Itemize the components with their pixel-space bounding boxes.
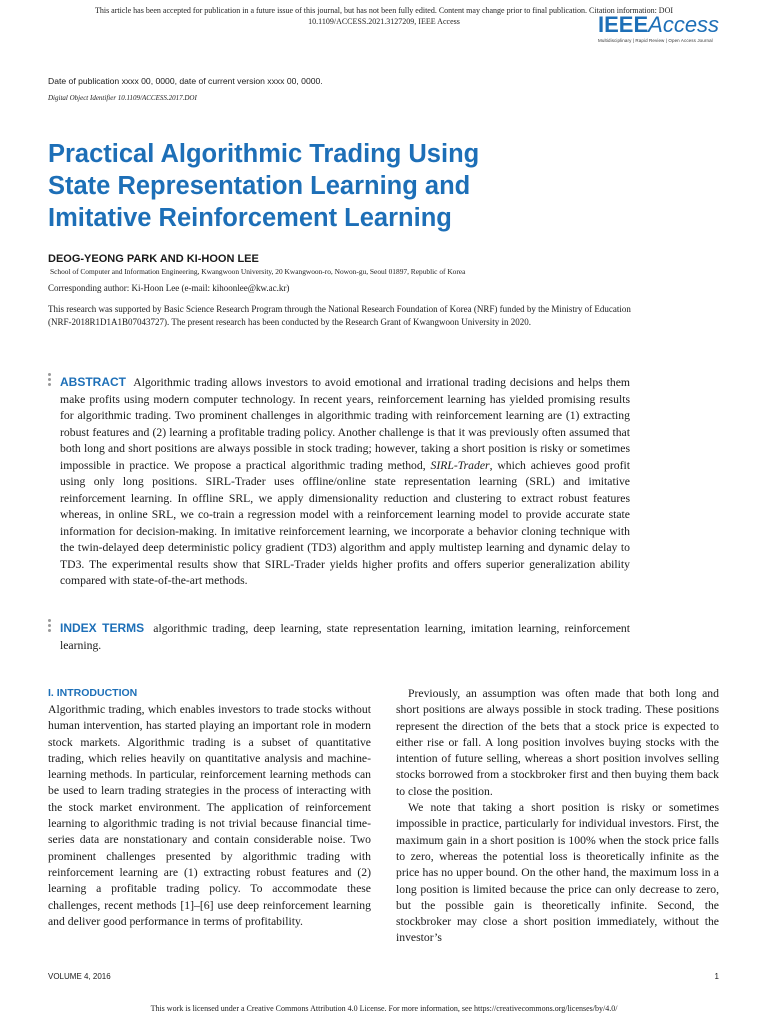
ieee-access-logo: [598, 13, 738, 51]
license-notice: This work is licensed under a Creative Commons Attribution 4.0 License. For more information, see https://creativecommons.org/licenses/by/4.0/: [150, 1004, 618, 1013]
funding-statement: This research was supported by Basic Science Research Program through the National Research Foundation of Korea (NRF) funded by the Ministry of Education (NRF-2018R1D1A1B07043727). The present research has been conducted by the Research Grant of Kwangwoon University in 2020.: [48, 304, 631, 327]
logo-wordmark: [598, 13, 738, 37]
page-number: 1: [714, 972, 719, 981]
notice-line-2: 10.1109/ACCESS.2021.3127209, IEEE Access: [308, 17, 460, 26]
logo-tagline: Multidisciplinary | Rapid Review | Open Access Journal: [598, 38, 713, 43]
section-heading: I. INTRODUCTION: [48, 687, 138, 699]
intro-paragraph: We note that taking a short position is risky or sometimes impossible in practice, particularly for individual investors. First, the maximum gain in a short position is 100% when the stock price falls to zero, whereas the potential loss is theoretically infinite as the price has no upper bound. On the other hand, the maximum loss in a long position is limited because the price can only decrease to zero, but the possible gain is theoretically infinite. Second, the stockbroker may close a short position immediately, without the investor’s: [396, 801, 719, 945]
intro-paragraph: Algorithmic trading, which enables investors to trade stocks without human intervention, has started playing an important role in modern stock markets. Algorithmic trading is a subset of quantitative trading, which relies heavily on quantitative analysis and machine-learning methods. In particular, reinforcement learning methods can be used to learn trading strategies in the process of interacting with the stock market environment. The application of reinforcement learning to algorithmic trading is not trivial because financial time-series data are nonstationary and contain considerable noise. Two prominent challenges presented by algorithmic trading with reinforcement learning are (1) extracting robust features and (2) learning a profitable trading policy. To accommodate these challenges, recent methods [1]–[6] use deep reinforcement learning and deliver good performance in terms of profitability.: [48, 703, 371, 928]
author-list: DEOG-YEONG PARK AND KI-HOON LEE: [48, 253, 259, 265]
index-terms-block: [60, 620, 630, 654]
abstract-block: [60, 374, 630, 590]
left-column: [48, 702, 371, 930]
title-line: Imitative Reinforcement Learning: [48, 204, 452, 232]
doi-line: Digital Object Identifier 10.1109/ACCESS.2017.DOI: [48, 94, 197, 102]
logo-italic-text: Access: [648, 12, 720, 37]
affiliation: School of Computer and Information Engineering, Kwangwoon University, 20 Kwangwoon-ro, Nowon-gu, Seoul 01897, Republic of Korea: [50, 267, 466, 276]
abstract-text-part: Algorithmic trading allows investors to avoid emotional and irrational trading decisions and helps them make profits using modern computer technology. In recent years, reinforcement learning has yielded promising results for algorithmic trading. Two prominent challenges in algorithmic trading with reinforcement learning are (1) extracting robust features and (2) learning a profitable trading policy. Another challenge is that it was previously often assumed that both long and short positions are always possible in stock trading; however, taking a short position is risky or sometimes impossible in practice. We propose a practical algorithmic trading method,: [60, 376, 630, 472]
index-terms-label: INDEX TERMS: [60, 621, 145, 635]
corresponding-author: Corresponding author: Ki-Hoon Lee (e-mail: kihoonlee@kw.ac.kr): [48, 283, 290, 293]
abstract-label: ABSTRACT: [60, 375, 126, 389]
method-name: SIRL-Trader: [430, 458, 490, 472]
abstract-marker-icon: [48, 373, 51, 388]
intro-paragraph: Previously, an assumption was often made that both long and short positions are always possible in stock trading. These positions represent the direction of the bets that a stock price is expected to either rise or fall. A long position involves buying stocks with the intention of future selling, whereas a short position involves selling stocks borrowed from a stockbroker first and then buying them back to close the position.: [396, 687, 719, 798]
logo-bold-text: IEEE: [598, 12, 649, 37]
abstract-text-part: , which achieves good profit using only long positions. SIRL-Trader uses offline/online state representation learning (SRL) and imitative reinforcement learning. In offline SRL, we apply dimensionality reduction and clustering to extract robust features whereas, in online SRL, we co-train a regression model with a reinforcement learning model to provide accurate state information for decision-making. In imitative reinforcement learning, we incorporate a behavior cloning technique with the twin-delayed deep deterministic policy gradient (TD3) algorithm and apply multistep learning and dynamic delay to TD3. The experimental results show that SIRL-Trader yields higher profits and offers superior generalization ability compared with state-of-the-art methods.: [60, 458, 630, 587]
title-line: State Representation Learning and: [48, 172, 471, 200]
right-column: [396, 686, 719, 947]
index-terms-text: algorithmic trading, deep learning, state representation learning, imitation learning, reinforcement learning.: [60, 622, 630, 652]
title-line: Practical Algorithmic Trading Using: [48, 140, 480, 168]
publication-dates: Date of publication xxxx 00, 0000, date of current version xxxx 00, 0000.: [48, 76, 323, 86]
paper-title: [48, 138, 608, 234]
index-terms-marker-icon: [48, 619, 51, 634]
notice-line-1: This article has been accepted for publication in a future issue of this journal, but has not been fully edited. Content may change prior to final publication. Citation information: DOI: [94, 6, 674, 15]
volume-label: VOLUME 4, 2016: [48, 972, 111, 981]
